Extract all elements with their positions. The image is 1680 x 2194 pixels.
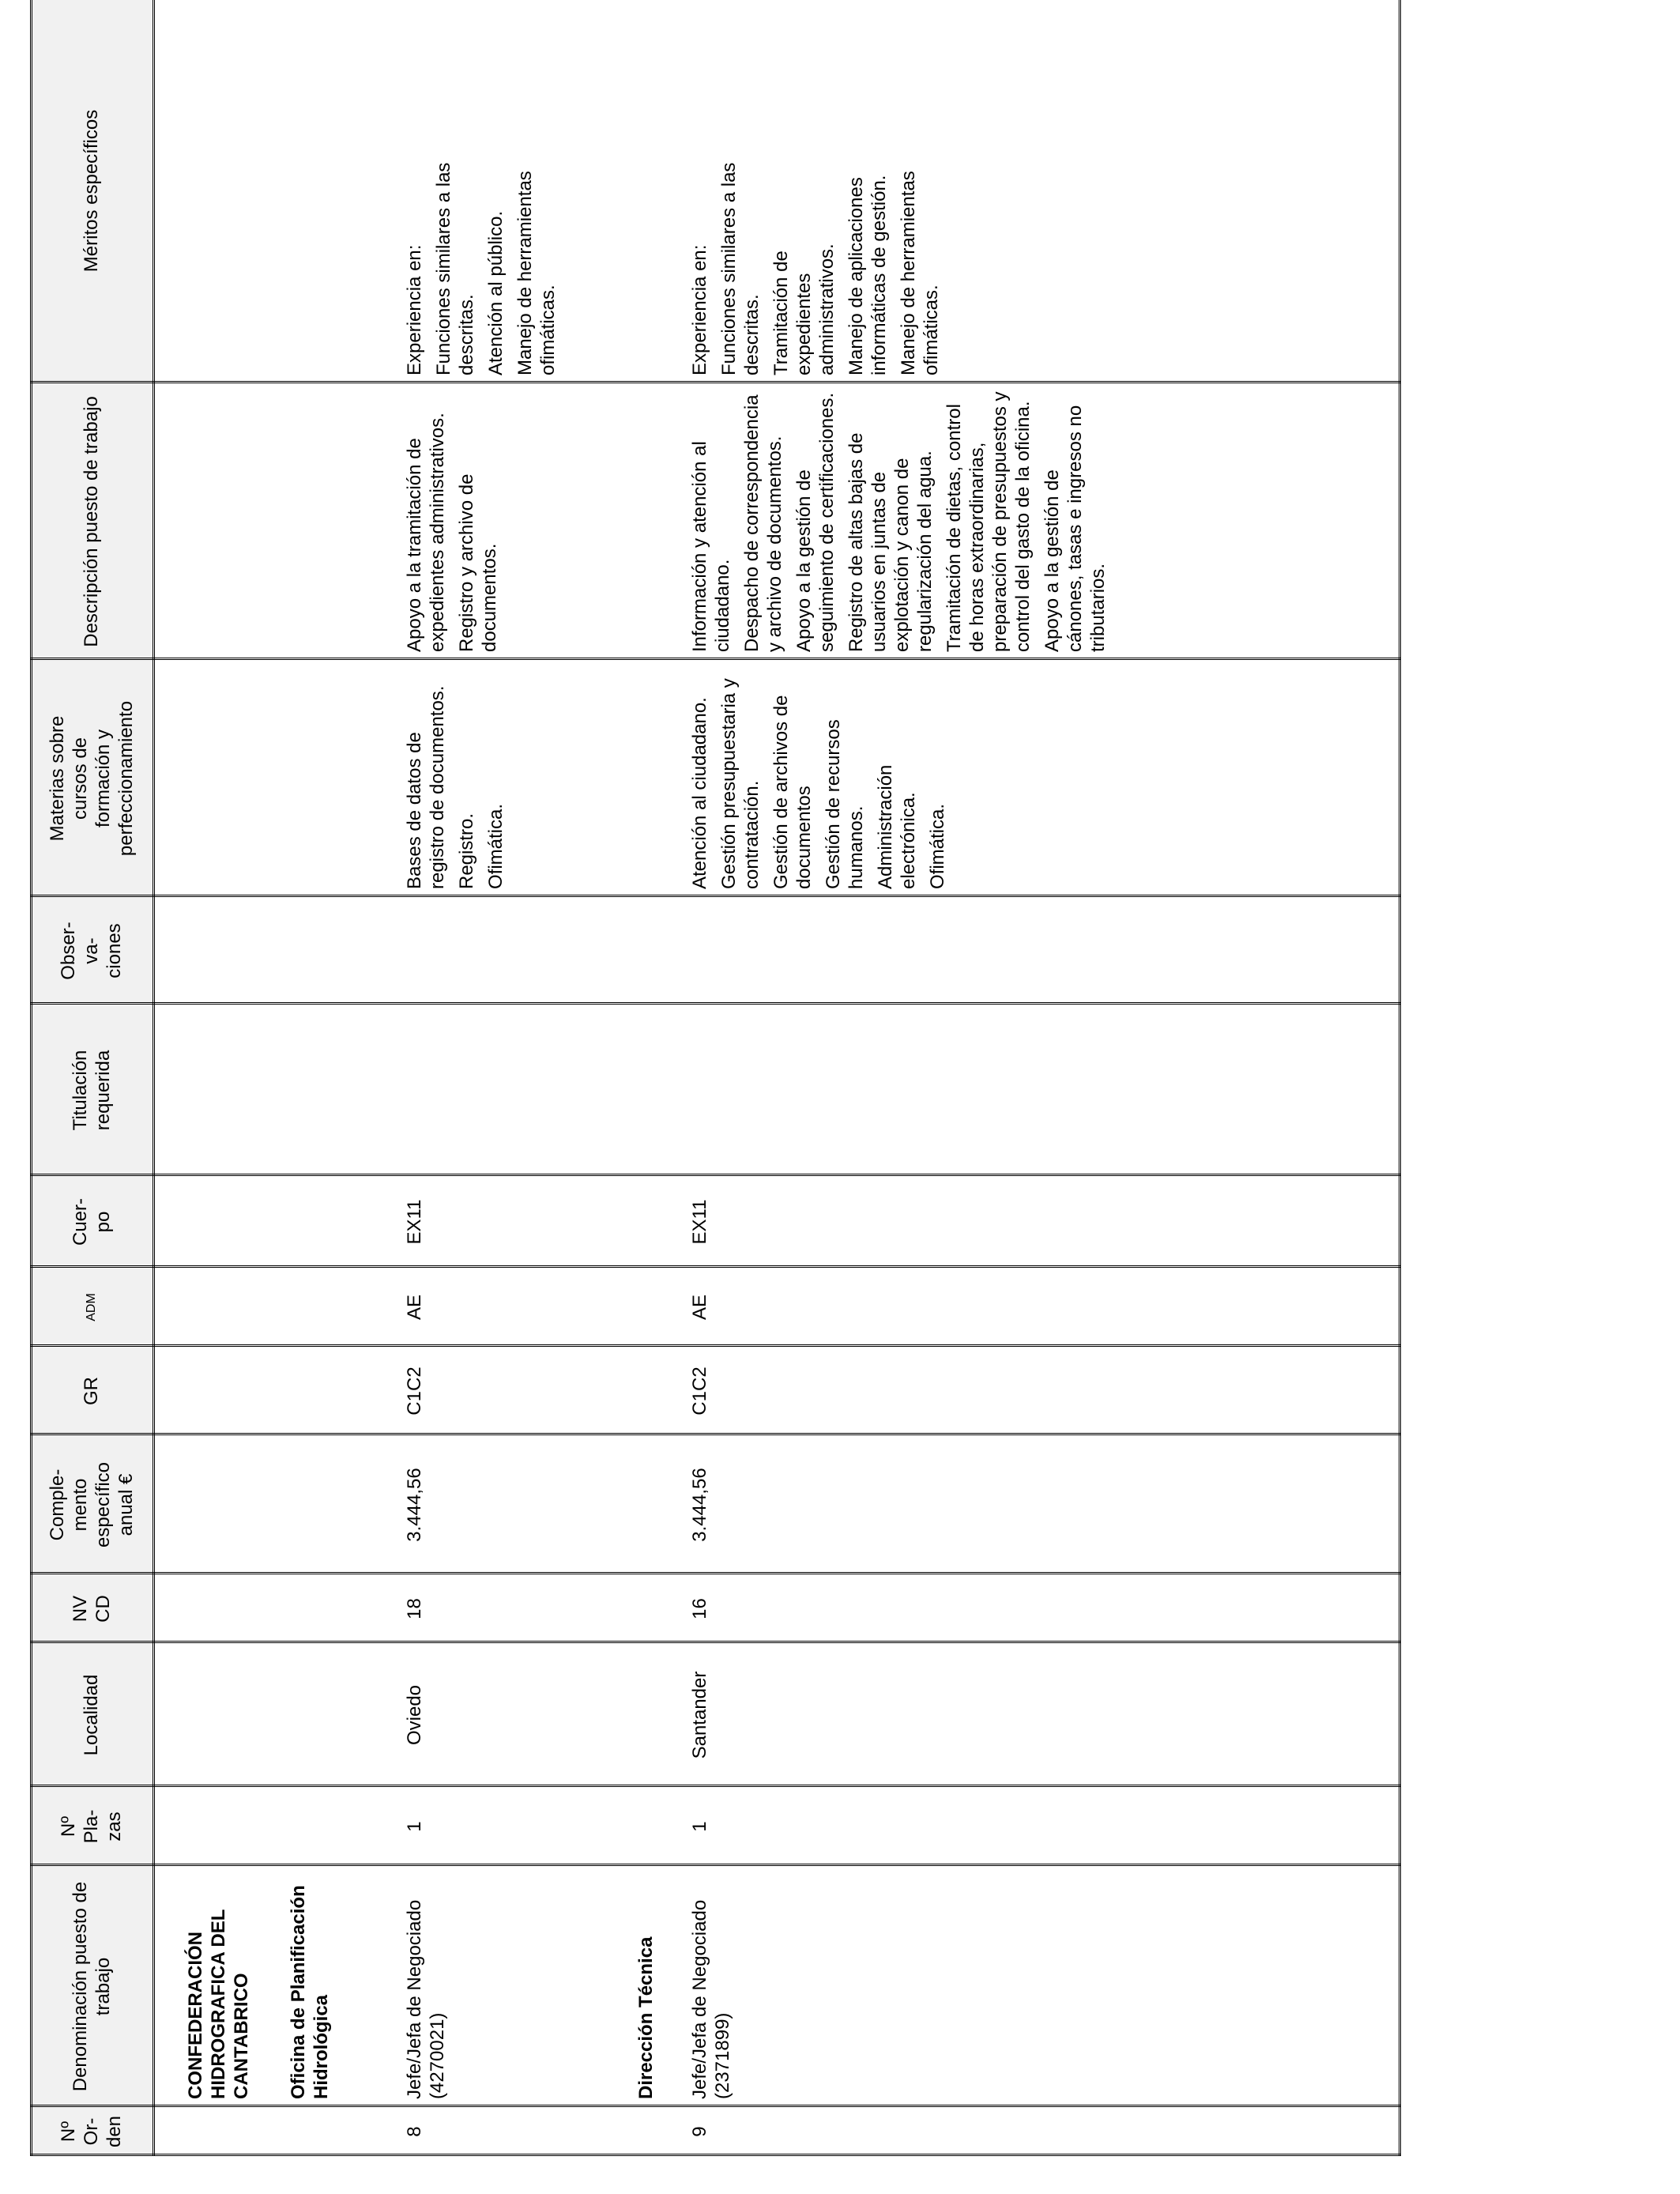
row-8-materias xyxy=(403,666,514,889)
row-9-descripcion xyxy=(688,390,1116,652)
row-8-grupo: C1C2 xyxy=(404,1367,425,1416)
list-item: Apoyo a la gestión de cánones, tasas e ingresos no tributarios. xyxy=(1042,405,1109,652)
column-divider xyxy=(30,1641,1401,1643)
column-divider xyxy=(30,895,1401,897)
header-plazas: Nº Pla- zas xyxy=(58,1809,125,1844)
list-item: Apoyo a la tramitación de expedientes administrativos. xyxy=(404,413,448,652)
list-item: Manejo de aplicaciones informáticas de gestión. xyxy=(846,175,890,375)
header-cuerpo: Cuer- po xyxy=(69,1198,114,1246)
row-9-materias xyxy=(688,666,955,889)
row-8-localidad: Oviedo xyxy=(404,1684,425,1746)
row-9-complemento: 3.444,56 xyxy=(689,1468,710,1542)
list-item: Atención al ciudadano. xyxy=(689,697,710,889)
row-8-orden: 8 xyxy=(404,2126,425,2137)
column-divider xyxy=(30,1572,1401,1574)
list-item: Atención al público. xyxy=(485,210,507,375)
header-orden: Nº Or- den xyxy=(58,2115,125,2148)
list-item: Tramitación de expedientes administrativos. xyxy=(770,243,838,375)
header-observaciones: Obser- va- ciones xyxy=(58,922,125,980)
list-item: Gestión de recursos humanos. xyxy=(823,719,867,889)
row-8-nivel: 18 xyxy=(404,1598,425,1619)
list-item: Administración electrónica. xyxy=(875,764,919,889)
column-divider xyxy=(30,658,1401,660)
list-item: Funciones similares a las descritas. xyxy=(718,162,763,375)
header-separator xyxy=(153,0,155,2156)
list-item: Apoyo a la gestión de seguimiento de certificaciones. xyxy=(793,392,838,652)
row-8-adm: AE xyxy=(404,1295,425,1321)
column-divider xyxy=(30,381,1401,383)
row-9-orden: 9 xyxy=(689,2126,710,2137)
header-complemento: Comple- mento específico anual € xyxy=(46,1461,137,1548)
org-unit-planificacion: Oficina de Planificación Hidrológica xyxy=(288,1885,332,2099)
list-item: Ofimática. xyxy=(485,803,507,889)
row-9-adm: AE xyxy=(689,1295,710,1321)
list-item: Registro. xyxy=(456,812,477,889)
table-border-top xyxy=(30,0,32,2156)
column-divider xyxy=(30,1174,1401,1176)
column-divider xyxy=(30,1433,1401,1435)
row-8-meritos xyxy=(403,162,566,375)
row-9-meritos xyxy=(688,162,949,375)
header-titulacion: Titulación requerida xyxy=(69,1050,114,1131)
positions-table xyxy=(30,0,1401,2156)
column-divider xyxy=(30,2105,1401,2107)
list-item: Manejo de herramientas ofimáticas. xyxy=(514,171,559,375)
column-divider xyxy=(30,1785,1401,1787)
list-item: Despacho de correspondencia y archivo de documentos. xyxy=(741,394,785,652)
header-descripcion: Descripción puesto de trabajo xyxy=(81,396,102,647)
header-meritos: Méritos específicos xyxy=(81,109,102,273)
row-8-plazas: 1 xyxy=(404,1821,425,1832)
row-9-grupo: C1C2 xyxy=(689,1367,710,1416)
org-unit-direccion-tecnica: Dirección Técnica xyxy=(635,1936,657,2099)
row-9-localidad: Santander xyxy=(689,1671,710,1759)
row-8-descripcion xyxy=(403,390,507,652)
column-divider xyxy=(30,1002,1401,1005)
row-9-denominacion: Jefe/Jefa de Negociado (2371899) xyxy=(689,1899,733,2099)
row-9-nivel: 16 xyxy=(689,1598,710,1619)
list-item: Gestión de archivos de documentos xyxy=(770,695,815,889)
list-item: Experiencia en: xyxy=(689,244,710,375)
row-9-plazas: 1 xyxy=(689,1821,710,1832)
list-item: Registro de altas bajas de usuarios en juntas de explotación y canon de regularización del agua. xyxy=(846,432,936,652)
list-item: Manejo de herramientas ofimáticas. xyxy=(898,171,942,375)
list-item: Información y atención al ciudadano. xyxy=(689,441,733,652)
list-item: Bases de datos de registro de documentos. xyxy=(404,685,448,889)
list-item: Gestión presupuestaria y contratación. xyxy=(718,678,763,889)
row-8-cuerpo: EX11 xyxy=(404,1199,425,1245)
row-8-denominacion: Jefe/Jefa de Negociado (4270021) xyxy=(404,1899,448,2099)
org-title: CONFEDERACIÓN HIDROGRAFICA DEL CANTABRICO xyxy=(185,1909,252,2099)
column-divider xyxy=(30,1864,1401,1866)
list-item: Tramitación de dietas, control de horas extraordinarias, preparación de presupuestos y control del gasto de la oficina. xyxy=(944,391,1034,652)
row-9-cuerpo: EX11 xyxy=(689,1199,710,1245)
column-divider xyxy=(30,2154,1401,2156)
header-localidad: Localidad xyxy=(81,1674,102,1756)
row-8-complemento: 3.444,56 xyxy=(404,1468,425,1542)
column-divider xyxy=(30,1344,1401,1347)
list-item: Funciones similares a las descritas. xyxy=(433,162,477,375)
column-divider xyxy=(30,1265,1401,1268)
list-item: Experiencia en: xyxy=(404,244,425,375)
list-item: Ofimática. xyxy=(927,803,948,889)
header-adm: ADM xyxy=(85,1293,98,1321)
header-denominacion: Denominación puesto de trabajo xyxy=(69,1881,114,2092)
header-nivel: NV CD xyxy=(69,1595,114,1623)
header-grupo: GR xyxy=(81,1377,102,1405)
table-border-bottom xyxy=(1399,0,1401,2156)
header-materias: Materias sobre cursos de formación y perfeccionamiento xyxy=(46,700,137,857)
list-item: Registro y archivo de documentos. xyxy=(456,473,500,652)
